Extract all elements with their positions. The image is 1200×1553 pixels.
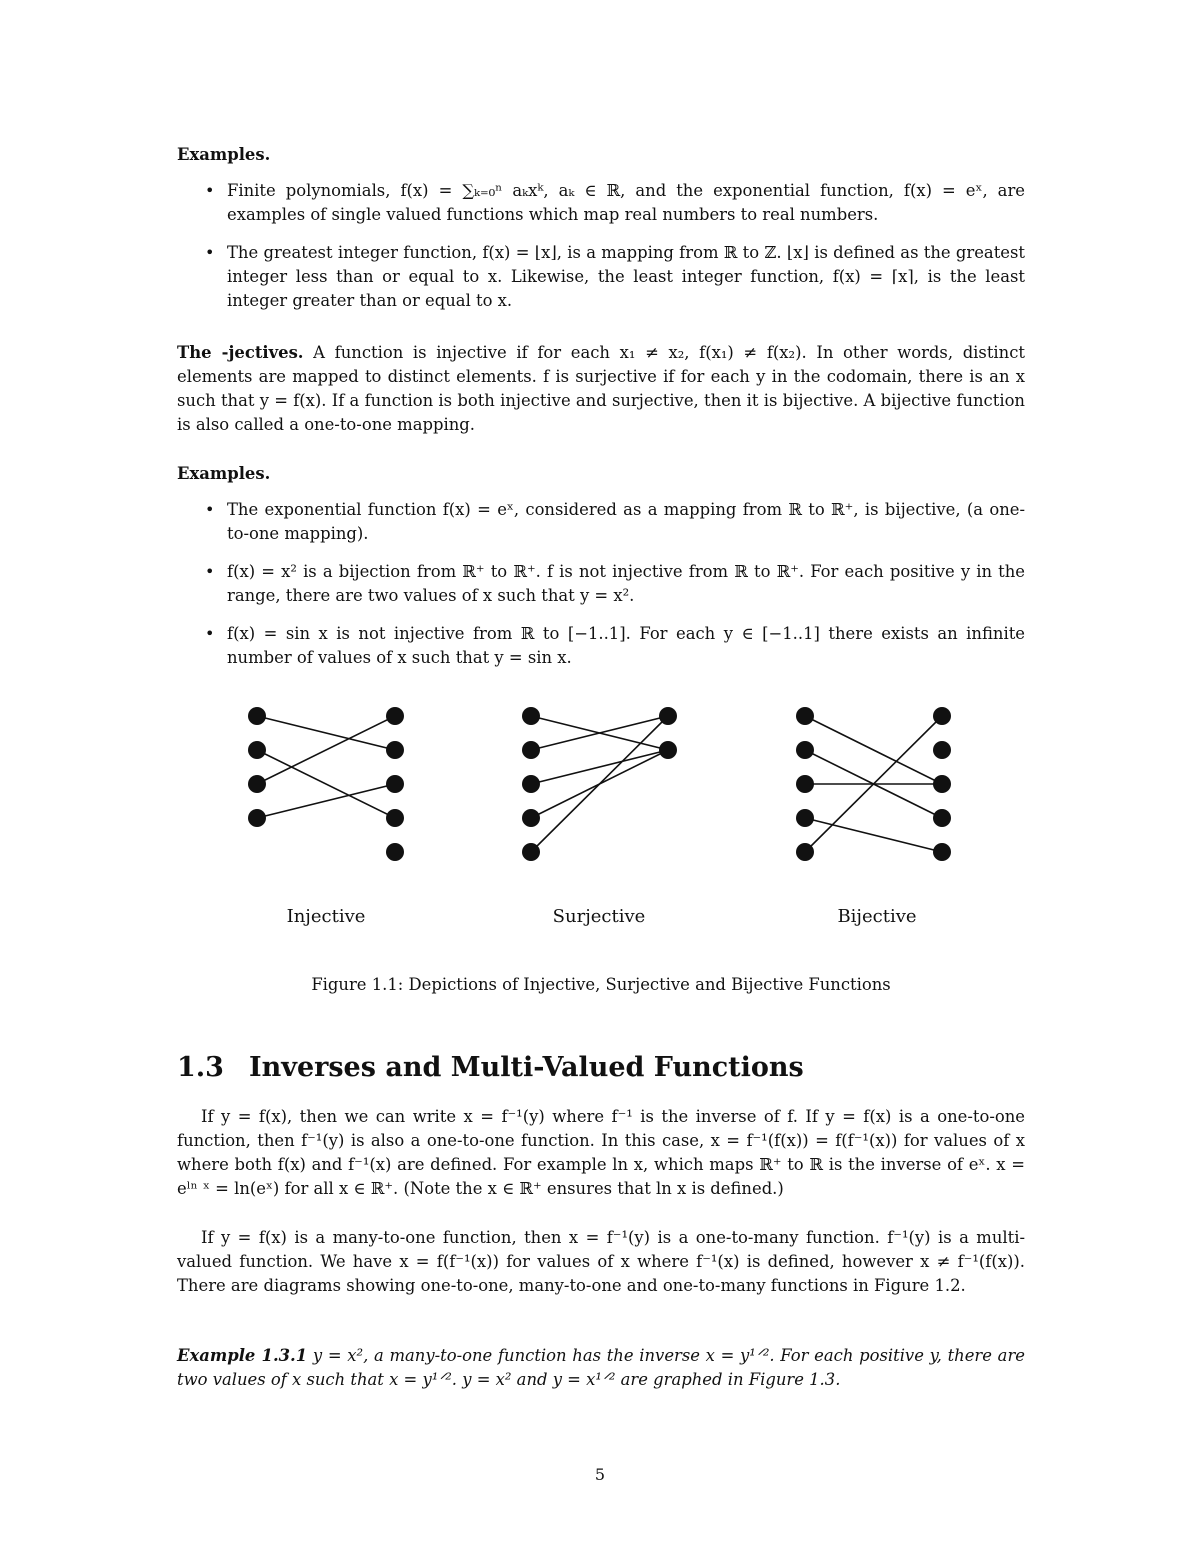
page-number: 5 [594, 1465, 606, 1484]
figure-function-diagrams [0, 690, 1200, 940]
jectives-text: A function is injective if for each x₁ ≠ x₂, f(x₁) ≠ f(x₂). In other words, distinct elements are mapped to distinct elements. f is surjective if for each y in the codomain, there is an x such that y = f(x). If a function is both injective and surjective, then it is bijective. A bijective function is also called a one-to-one mapping. [177, 343, 1025, 434]
list-item: • Finite polynomials, f(x) = ∑ₖ₌₀ⁿ aₖxᵏ, aₖ ∈ ℝ, and the exponential function, f(x) = eˣ, are examples of single valued functions which map real numbers to real numbers. [177, 179, 1025, 227]
bijective-domain-node [796, 707, 814, 725]
section-number: 1.3 [177, 1052, 224, 1083]
surjective-domain-node [522, 843, 540, 861]
bijective-codomain-node [933, 843, 951, 861]
injective-codomain-node [386, 707, 404, 725]
injective-domain-node [248, 775, 266, 793]
surjective-domain-node [522, 775, 540, 793]
bijective-codomain-node [933, 707, 951, 725]
bijective-codomain-node [933, 775, 951, 793]
bijective-domain-node [796, 809, 814, 827]
injective-codomain-node [386, 843, 404, 861]
section-title: Inverses and Multi-Valued Functions [249, 1052, 804, 1083]
list-item: • The greatest integer function, f(x) = ⌊x⌋, is a mapping from ℝ to ℤ. ⌊x⌋ is defined as the greatest integer less than or equal to x. Likewise, the least integer function, f(x) = ⌈x⌉, is the least integer greater than or equal to x. [177, 241, 1025, 313]
examples-heading-2: Examples. [177, 464, 271, 483]
surjective-domain-node [522, 741, 540, 759]
injective-domain-node [248, 707, 266, 725]
surjective-diagram-lines [531, 716, 668, 852]
surjective-domain-node [522, 809, 540, 827]
bijective-label: Bijective [837, 906, 917, 927]
list-item: • f(x) = sin x is not injective from ℝ to [−1..1]. For each y ∈ [−1..1] there exists an infinite number of values of x such that y = sin x. [177, 622, 1025, 670]
examples-list-2 [177, 498, 1025, 670]
examples-heading-1: Examples. [177, 145, 271, 164]
bijective-codomain-node [933, 809, 951, 827]
figure-caption: Figure 1.1: Depictions of Injective, Surjective and Bijective Functions [311, 975, 891, 994]
jectives-paragraph [177, 341, 1025, 437]
example-text: y = x², a many-to-one function has the inverse x = y¹ᐟ². For each positive y, there are two values of x such that x = y¹ᐟ². y = x² and y = x¹ᐟ² are graphed in Figure 1.3. [177, 1346, 1025, 1389]
bijective-codomain-node [933, 741, 951, 759]
list-item: • f(x) = x² is a bijection from ℝ⁺ to ℝ⁺. f is not injective from ℝ to ℝ⁺. For each positive y in the range, there are two values of x such that y = x². [177, 560, 1025, 608]
section-heading [177, 1052, 804, 1083]
surjective-label: Surjective [552, 906, 646, 927]
examples-section-2 [177, 462, 1025, 684]
injective-domain-node [248, 741, 266, 759]
list-item: • The exponential function f(x) = eˣ, considered as a mapping from ℝ to ℝ⁺, is bijective, (a one-to-one mapping). [177, 498, 1025, 546]
injective-diagram-lines [257, 716, 395, 818]
surjective-domain-node [522, 707, 540, 725]
example-1-3-1 [177, 1344, 1025, 1392]
bijective-domain-node [796, 843, 814, 861]
jectives-heading: The -jectives. [177, 343, 304, 362]
surjective-codomain-node [659, 741, 677, 759]
injective-codomain-node [386, 809, 404, 827]
injective-codomain-node [386, 741, 404, 759]
injective-label: Injective [286, 906, 366, 927]
example-label: Example 1.3.1 [177, 1346, 308, 1365]
surjective-codomain-node [659, 707, 677, 725]
injective-domain-node [248, 809, 266, 827]
bijective-diagram-lines [805, 716, 942, 852]
paragraph-inverses: If y = f(x), then we can write x = f⁻¹(y) where f⁻¹ is the inverse of f. If y = f(x) is a one-to-one function, then f⁻¹(y) is also a one-to-one function. In this case, x = f⁻¹(f(x)) = f(f⁻¹(x)) for values of x where both f(x) and f⁻¹(x) are defined. For example ln x, which maps ℝ⁺ to ℝ is the inverse of eˣ. x = eˡⁿ ˣ = ln(eˣ) for all x ∈ ℝ⁺. (Note the x ∈ ℝ⁺ ensures that ln x is defined.) [177, 1107, 1025, 1198]
bijective-domain-node [796, 741, 814, 759]
examples-section-1 [177, 143, 1025, 327]
paragraph-multivalued: If y = f(x) is a many-to-one function, then x = f⁻¹(y) is a one-to-many function. f⁻¹(y) is a multi-valued function. We have x = f(f⁻¹(x)) for values of x where f⁻¹(x) is defined, however x ≠ f⁻¹(f(x)). There are diagrams showing one-to-one, many-to-one and one-to-many functions in Figure 1.2. [177, 1228, 1025, 1295]
examples-list-1 [177, 179, 1025, 313]
injective-codomain-node [386, 775, 404, 793]
bijective-domain-node [796, 775, 814, 793]
